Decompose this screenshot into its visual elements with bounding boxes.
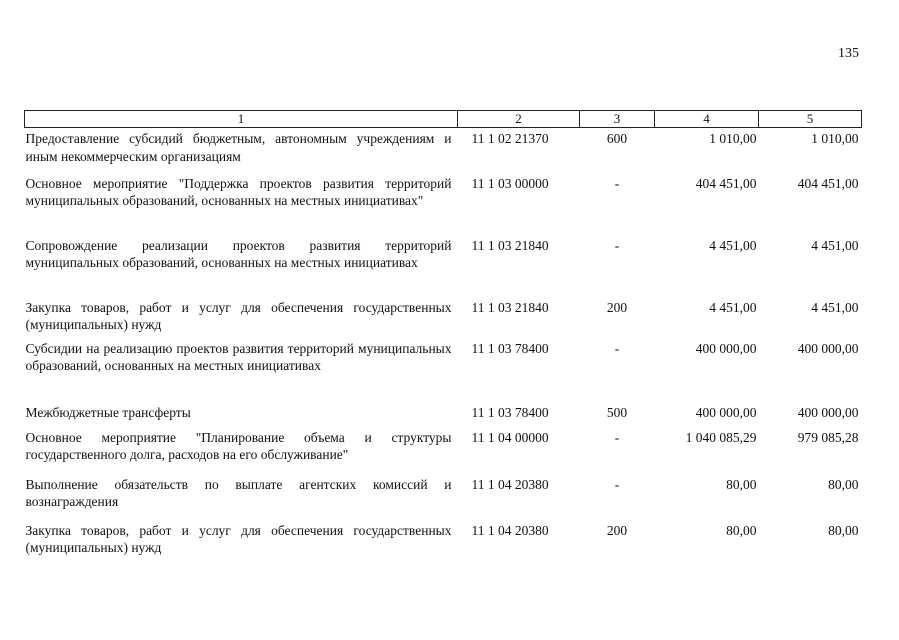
row-amount-2: 400 000,00	[797, 404, 859, 420]
table-row	[25, 338, 862, 402]
row-amount-2: 1 010,00	[811, 131, 859, 146]
row-amount-1: 4 451,00	[709, 299, 757, 315]
row-code: 11 1 03 21840	[471, 237, 549, 253]
row-name: Основное мероприятие "Планирование объема и структуры государственного долга, расходов на его обслуживание"	[25, 429, 452, 462]
row-code: 11 1 03 21840	[471, 299, 549, 315]
row-name: Сопровождение реализации проектов развития территорий муниципальных образований, основанных на местных инициативах	[25, 237, 452, 270]
row-amount-2: 400 000,00	[797, 340, 859, 356]
row-amount-2: 979 085,28	[797, 429, 859, 445]
row-name: Субсидии на реализацию проектов развития территорий муниципальных образований, основанных на местных инициативах	[25, 340, 452, 373]
row-kind: -	[614, 429, 620, 445]
row-amount-1: 1 040 085,29	[685, 429, 757, 445]
row-name: Предоставление субсидий бюджетным, автономным учреждениям и иным некоммерческим организациям	[25, 131, 452, 164]
row-amount-1: 400 000,00	[695, 340, 757, 356]
table-row	[25, 474, 862, 520]
row-code: 11 1 04 00000	[471, 429, 549, 445]
row-amount-2: 80,00	[828, 476, 859, 492]
header-row	[25, 111, 862, 128]
table-row	[25, 402, 862, 427]
row-code: 11 1 04 20380	[471, 476, 549, 492]
column-header-5: 5	[759, 111, 862, 128]
row-kind: -	[614, 340, 620, 356]
table-header	[25, 111, 862, 128]
row-amount-2: 4 451,00	[811, 299, 859, 315]
row-kind: 600	[606, 131, 628, 146]
table-row	[25, 427, 862, 474]
row-kind: -	[614, 476, 620, 492]
row-amount-2: 80,00	[828, 522, 859, 538]
row-amount-2: 404 451,00	[797, 175, 859, 191]
row-code: 11 1 03 78400	[471, 340, 549, 356]
row-amount-1: 1 010,00	[709, 131, 757, 146]
row-kind: 500	[606, 404, 628, 420]
row-kind: 200	[606, 299, 628, 315]
row-amount-2: 4 451,00	[811, 237, 859, 253]
row-amount-1: 404 451,00	[695, 175, 757, 191]
row-code: 11 1 02 21370	[471, 131, 549, 146]
table-row	[25, 297, 862, 338]
row-name: Выполнение обязательств по выплате агентских комиссий и вознаграждения	[25, 476, 452, 509]
table-row	[25, 520, 862, 560]
table-row	[25, 235, 862, 297]
row-kind: -	[614, 237, 620, 253]
column-header-3: 3	[580, 111, 655, 128]
page-number: 135	[838, 46, 859, 61]
row-amount-1: 80,00	[726, 522, 757, 538]
row-amount-1: 400 000,00	[695, 404, 757, 420]
table-row	[25, 128, 862, 173]
row-name: Основное мероприятие "Поддержка проектов развития территорий муниципальных образований, основанных на местных инициативах"	[25, 175, 452, 208]
budget-table	[24, 110, 862, 560]
table-row	[25, 173, 862, 235]
column-header-2: 2	[458, 111, 580, 128]
row-amount-1: 4 451,00	[709, 237, 757, 253]
row-amount-1: 80,00	[726, 476, 757, 492]
row-name: Закупка товаров, работ и услуг для обеспечения государственных (муниципальных) нужд	[25, 299, 452, 332]
row-code: 11 1 04 20380	[471, 522, 549, 538]
row-name: Закупка товаров, работ и услуг для обеспечения государственных (муниципальных) нужд	[25, 522, 452, 555]
table-body	[25, 128, 862, 560]
row-kind: 200	[606, 522, 628, 538]
row-kind: -	[614, 175, 620, 191]
row-code: 11 1 03 00000	[471, 175, 549, 191]
row-name: Межбюджетные трансферты	[25, 404, 191, 420]
row-code: 11 1 03 78400	[471, 404, 549, 420]
column-header-4: 4	[655, 111, 759, 128]
column-header-1: 1	[25, 111, 458, 128]
